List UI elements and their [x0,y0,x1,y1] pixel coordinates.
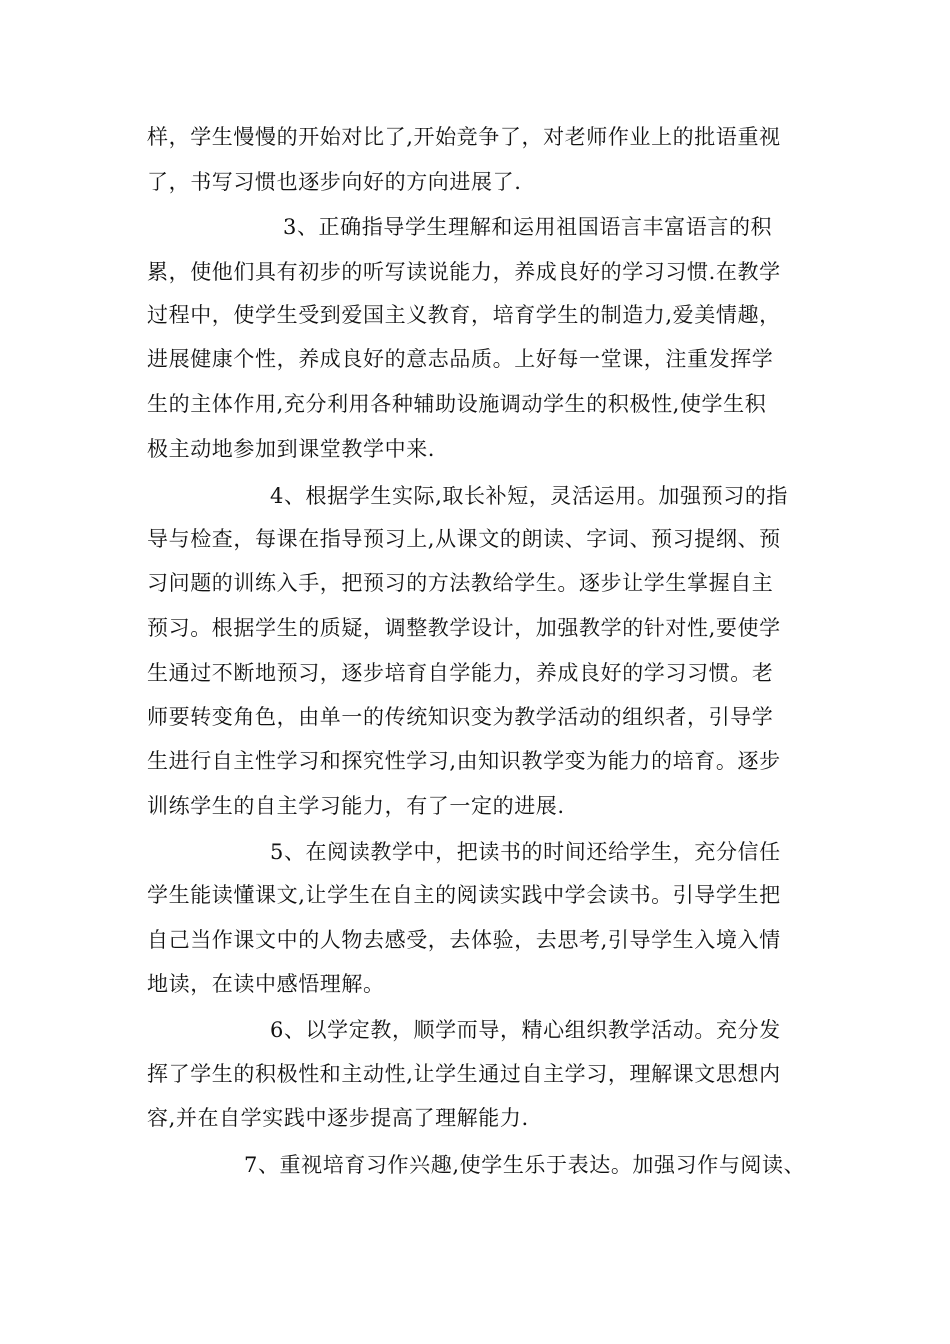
text-line: 习问题的训练入手，把预习的方法教给学生。逐步让学生掌握自主 [147,571,774,595]
text-line: 预习。根据学生的质疑，调整教学设计，加强教学的针对性,要使学 [147,616,781,640]
text-line: 学生能读懂课文,让学生在自主的阅读实践中学会读书。引导学生把 [147,883,781,907]
text-line: 生进行自主性学习和探究性学习,由知识教学变为能力的培育。逐步 [147,749,781,773]
text-line: 过程中，使学生受到爱国主义教育，培育学生的制造力,爱美情趣， [147,303,781,327]
text-line: 了，书写习惯也逐步向好的方向进展了. [147,170,522,194]
text-line: 6、以学定教，顺学而导，精心组织教学活动。充分发 [270,1018,781,1042]
text-line: 累，使他们具有初步的听写读说能力，养成良好的学习习惯.在教学 [147,260,781,284]
text-line: 极主动地参加到课堂教学中来. [147,437,436,461]
text-line: 3、正确指导学生理解和运用祖国语言丰富语言的积 [283,215,773,239]
text-line: 挥了学生的积极性和主动性,让学生通过自主学习，理解课文思想内 [147,1062,781,1086]
text-line: 导与检查，每课在指导预习上,从课文的朗读、字词、预习提纲、预 [147,527,781,551]
text-line: 4、根据学生实际,取长补短，灵活运用。加强预习的指 [270,484,789,508]
text-line: 样，学生慢慢的开始对比了,开始竞争了，对老师作业上的批语重视 [147,125,781,149]
text-line: 7、重视培育习作兴趣,使学生乐于表达。加强习作与阅读、 [244,1153,806,1177]
text-line: 进展健康个性，养成良好的意志品质。上好每一堂课，注重发挥学 [147,347,774,371]
text-line: 自己当作课文中的人物去感受，去体验，去思考,引导学生入境入情 [147,928,781,952]
text-line: 训练学生的自主学习能力，有了一定的进展. [147,794,565,818]
text-line: 师要转变角色，由单一的传统知识变为教学活动的组织者，引导学 [147,705,774,729]
text-line: 地读，在读中感悟理解。 [147,972,385,996]
text-line: 生的主体作用,充分利用各种辅助设施调动学生的积极性,使学生积 [147,392,767,416]
text-line: 5、在阅读教学中，把读书的时间还给学生，充分信任 [270,840,781,864]
text-line: 容,并在自学实践中逐步提高了理解能力. [147,1106,529,1130]
text-line: 生通过不断地预习，逐步培育自学能力，养成良好的学习习惯。老 [147,661,774,685]
